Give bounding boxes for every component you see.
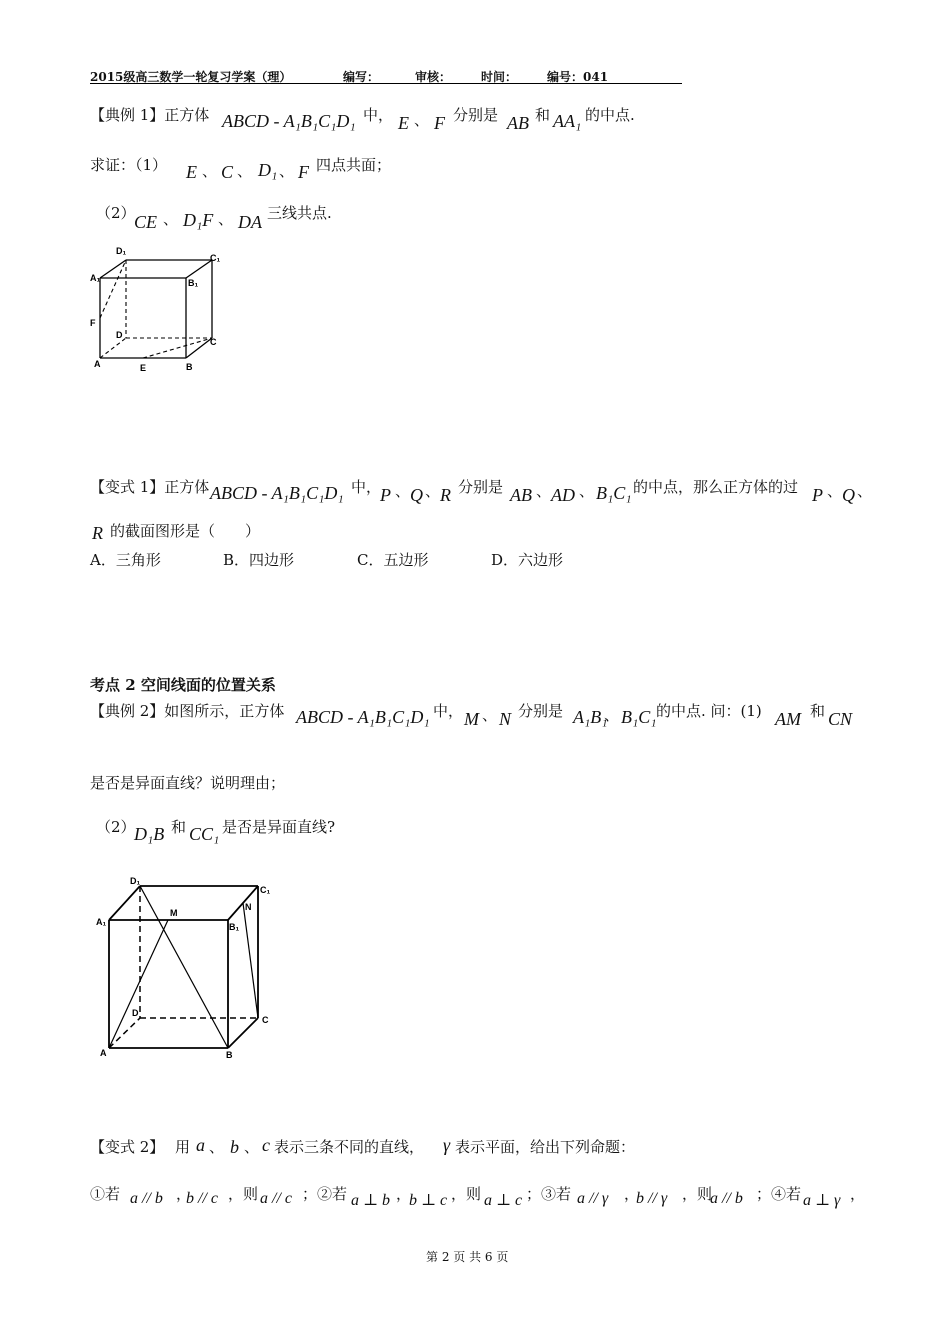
var1-in: 中， [351,478,382,496]
header-number: 编号：041 [547,70,609,84]
var2-s3t: ，则 [682,1185,713,1203]
cube-figure-1 [86,240,236,380]
ex1-p2-d1f: D₁F [183,210,214,230]
ex2-tag: 【典例 2】如图所示，正方体 [90,702,285,720]
edge-bc [228,1018,258,1048]
ex1-p2-da: DA [238,212,262,232]
label-d: D [132,1008,139,1018]
ex1-prove: 求证：（1） [90,156,168,174]
ex1-p1-c: C [221,162,234,182]
ex2-am: AM [775,709,801,729]
cube-figure-2 [92,872,282,1062]
topic2-title: 考点 2 空间线面的位置关系 [90,676,276,694]
var1-tag: 【变式 1】正方体 [90,478,210,496]
ex2-cube: ABCD - A₁B₁C₁D₁ [296,707,430,727]
segment-cn [243,903,258,1018]
var2-s2m1: a ⊥ b [351,1192,391,1209]
label-d1: D₁ [116,246,127,256]
var2-s1-comma: ， [176,1185,192,1203]
var2-intro2: 表示三条不同的直线， [274,1138,425,1156]
segment-am [109,920,168,1048]
edge-ad [109,1018,140,1048]
edge-b1c1 [186,260,212,278]
label-c1: C₁ [210,253,221,263]
ex1-p2-sep1: 、 [163,210,179,228]
var2-c: c [262,1135,270,1155]
ex2-d1b: D₁B [134,824,165,844]
label-c: C [262,1015,269,1025]
ex1-p2-ce: CE [134,212,158,232]
ex2-cc1: CC₁ [189,824,220,844]
var1-resp: 分别是 [458,478,504,496]
var2-s3m1: a // γ [577,1190,609,1207]
ex2-resp: 分别是 [518,702,564,720]
var2-tag: 【变式 2】 [90,1138,165,1156]
var1-sep1: 、 [395,482,411,500]
label-f: F [90,318,96,328]
ex2-sep1: 、 [482,706,498,724]
ex2-q1: 的中点. 问：(1) [656,702,762,720]
label-e: E [140,363,147,373]
var2-s1m2: b // c [186,1190,218,1207]
page-footer: 第 2 页 共 6 页 [426,1250,509,1264]
var1-q2: Q [842,485,855,505]
label-a: A [100,1048,107,1058]
ex1-in: 中， [363,106,394,124]
var2-s3m2: b // γ [636,1190,668,1207]
header-rule [90,83,682,84]
ex2-m: M [464,709,479,729]
label-d: D [116,330,123,340]
ex1-tag: 【典例 1】正方体 [90,106,210,124]
ex2-in: 中， [433,702,464,720]
var1-option-a: A．三角形 [90,551,161,569]
ex2-b1c1: B₁C₁ [621,707,657,727]
ex2-and: 和 [810,702,826,720]
var2-s2: ；②若 [302,1185,348,1203]
ex1-p1-text: 四点共面； [316,156,392,174]
var2-intro1: 用 [175,1138,191,1156]
var1-p: P [380,485,391,505]
ex1-p1-e: E [186,162,197,182]
ex1-aa1: AA₁ [553,111,582,131]
ex2-sep2: 、 [604,706,620,724]
ex2-cn: CN [828,709,853,729]
ex1-p1-sep2: 、 [237,162,253,180]
label-d1: D₁ [130,876,141,886]
ex1-p1-sep1: 、 [202,162,218,180]
label-b1: B₁ [229,922,240,932]
var1-q: Q [410,485,423,505]
header-title: 2015级高三数学一轮复习学案（理） [90,70,292,84]
var1-sep4: 、 [579,482,595,500]
var2-s4: ；④若 [756,1185,802,1203]
ex2-q1b: 是否是异面直线？说明理由； [90,774,286,792]
ex1-and: 和 [535,106,551,124]
ex1-p2-text: 三线共点. [267,204,332,222]
label-c: C [210,337,217,347]
ex1-p1-d1: D₁ [258,160,278,180]
var2-s4m1: a ⊥ γ [803,1192,841,1209]
var2-s3: ；③若 [526,1185,572,1203]
ex2-a1b1: A₁B₁ [573,707,608,727]
var2-s2t: ，则 [451,1185,482,1203]
ex1-p1-f: F [298,162,309,182]
var1-text: 的中点，那么正方体的过 [633,478,799,496]
var2-s1t: ，则 [228,1185,259,1203]
ex1-p1-sep3: 、 [279,162,295,180]
var1-sep2: 、 [425,482,441,500]
ex2-n: N [499,709,512,729]
var1-b1c1: B₁C₁ [596,483,632,503]
ex1-p2: （2） [96,204,136,222]
ex1-ab: AB [507,113,529,133]
var1-sep3: 、 [536,482,552,500]
var2-b: b [230,1137,239,1157]
label-b1: B₁ [188,278,199,288]
var1-cube: ABCD - A₁B₁C₁D₁ [210,483,344,503]
label-b: B [226,1050,233,1060]
label-c1: C₁ [260,885,271,895]
ex2-and2: 和 [171,818,187,836]
var1-option-c: C．五边形 [357,551,429,569]
var1-option-b: B．四边形 [223,551,295,569]
ex2-q2: 是否是异面直线? [222,818,336,836]
label-b: B [186,362,193,372]
var2-s1m1: a // b [130,1190,163,1207]
var1-ad: AD [551,485,575,505]
var2-intro3: 表示平面，给出下列命题： [455,1138,636,1156]
var1-r: R [440,485,451,505]
var2-a: a [196,1135,205,1155]
header-editor: 编写： [343,70,380,84]
var2-tail: ， [850,1185,866,1203]
ex1-f: F [434,113,445,133]
var1-text2: 的截面图形是（ ） [110,522,261,540]
ex2-p2: （2） [96,818,136,836]
var2-s2m2: b ⊥ c [409,1192,448,1209]
label-a: A [94,359,101,369]
var2-sep2: 、 [244,1138,260,1156]
var2-s3m3: a // b [710,1190,743,1207]
edge-a1d1 [109,886,140,920]
header-time: 时间： [481,70,518,84]
ex1-sep: 、 [414,111,430,129]
edge-bc [186,338,212,358]
edge-ad [100,338,126,358]
var1-p2: P [812,485,823,505]
var2-s1m3: a // c [260,1190,292,1207]
var2-sep1: 、 [209,1138,225,1156]
label-a1: A₁ [96,917,107,927]
var2-s1: ①若 [90,1185,121,1203]
edge-a1d1 [100,260,126,278]
var1-sep6: 、 [857,482,873,500]
var2-s2-comma: ， [396,1185,412,1203]
var2-s2m3: a ⊥ c [484,1192,523,1209]
segment-ec [143,338,212,358]
var2-s3-comma: ， [624,1185,640,1203]
ex1-e: E [398,113,409,133]
var2-gamma: γ [443,1135,451,1155]
label-a1: A₁ [90,273,101,283]
var1-ab: AB [510,485,532,505]
ex1-cube: ABCD - A₁B₁C₁D₁ [222,111,356,131]
var1-option-d: D．六边形 [491,551,564,569]
ex1-p2-sep2: 、 [218,210,234,228]
header-reviewer: 审核： [415,70,452,84]
label-m: M [170,908,178,918]
ex1-midpoint: 的中点. [585,106,635,124]
var1-r2: R [92,523,103,543]
var1-sep5: 、 [827,482,843,500]
label-n: N [245,902,252,912]
ex1-resp: 分别是 [453,106,499,124]
segment-d1b [140,886,228,1048]
